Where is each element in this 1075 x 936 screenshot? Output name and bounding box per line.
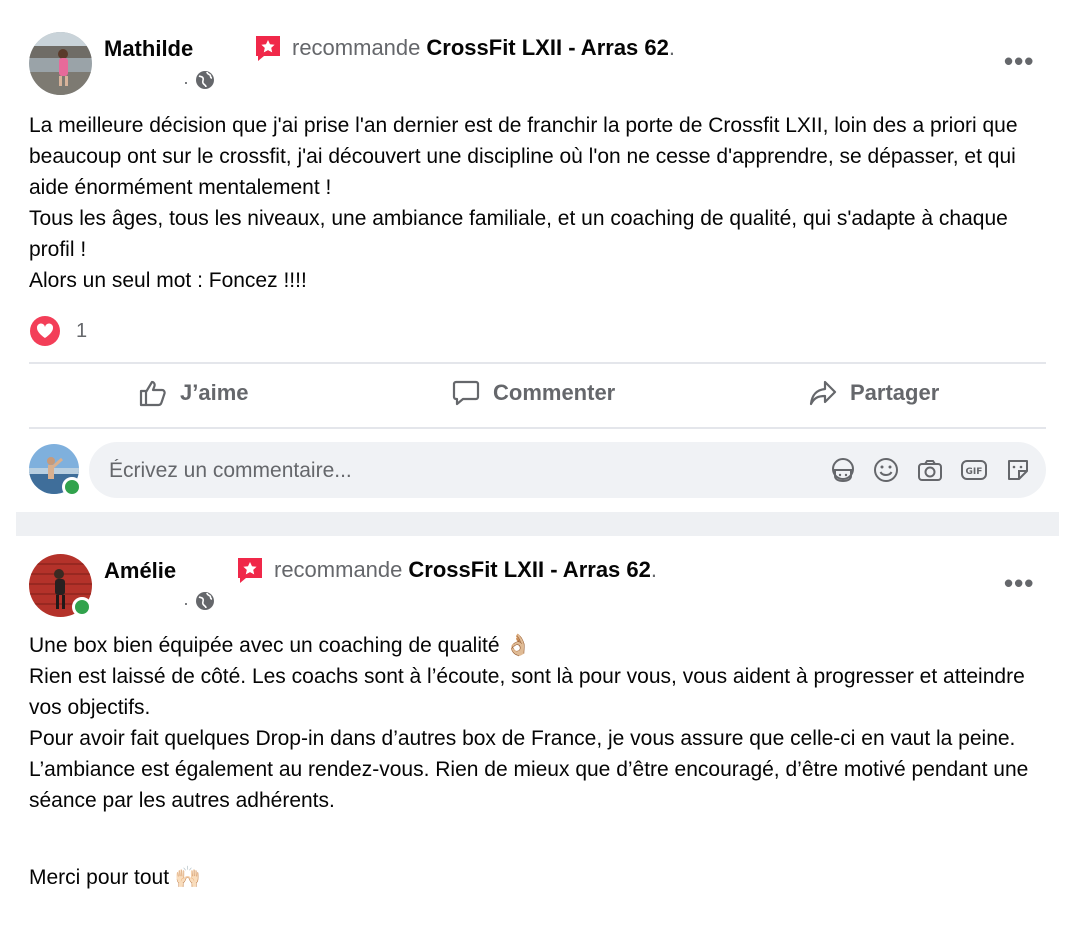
post-meta: [183, 70, 215, 95]
review-closing: Merci pour tout 🙌🏻: [29, 866, 202, 889]
divider: [29, 362, 1046, 364]
meta-dot: ·: [183, 593, 189, 613]
recommends-label: recommande: [292, 35, 421, 60]
love-reaction-icon: [30, 316, 60, 346]
recommendation-line: [254, 34, 675, 62]
thumbs-up-icon: [138, 378, 168, 408]
like-label: J’aime: [180, 380, 249, 405]
like-button[interactable]: [138, 378, 249, 408]
reaction-summary[interactable]: [30, 316, 87, 346]
share-label: Partager: [850, 380, 940, 405]
more-options-button[interactable]: •••: [1004, 46, 1035, 76]
page-name-period: .: [668, 35, 675, 60]
author-name[interactable]: Mathilde: [104, 36, 194, 61]
page-name-link[interactable]: CrossFit LXII - Arras 62: [408, 557, 651, 582]
comment-bubble-icon: [451, 378, 481, 408]
post-meta: [183, 591, 215, 616]
comment-label: Commenter: [493, 380, 616, 405]
comment-input[interactable]: [107, 442, 811, 500]
avatar-sticker-icon[interactable]: [829, 456, 857, 484]
page-name-link[interactable]: CrossFit LXII - Arras 62: [426, 35, 669, 60]
online-status-dot: [72, 597, 92, 617]
share-arrow-icon: [808, 378, 838, 408]
gif-icon[interactable]: [960, 456, 988, 484]
feed-separator: [16, 512, 1059, 536]
author-name[interactable]: Amélie: [104, 558, 177, 583]
camera-icon[interactable]: [916, 456, 944, 484]
review-text: Une box bien équipée avec un coaching de qualité 👌🏼 Rien est laissé de côté. Les coachs sont à l’écoute, sont là pour vous, vous aident à progresser et atteindre vos objectifs. Pour avoir fait quelques Drop-in dans d’autres box de France, je vous assure que celle-ci en vaut la peine. L’ambiance est également au rendez-vous. Rien de mieux que d’être encouragé, d’être motivé pendant une séance par les autres adhérents.: [29, 634, 1029, 812]
page-name-period: .: [650, 557, 657, 582]
share-button[interactable]: [808, 378, 939, 408]
recommendation-flag-icon: [254, 34, 282, 62]
globe-icon[interactable]: [195, 70, 215, 95]
recommendation-flag-icon: [236, 556, 264, 584]
globe-icon[interactable]: [195, 591, 215, 616]
sticker-icon[interactable]: [1004, 456, 1032, 484]
recommendation-line: [236, 556, 657, 584]
meta-dot: ·: [183, 72, 189, 92]
online-status-dot: [62, 477, 82, 497]
review-text: La meilleure décision que j'ai prise l'an dernier est de franchir la porte de Crossfit LXII, loin des a priori que beaucoup ont sur le crossfit, j'ai découvert une discipline où l'on ne cesse d'apprendre, se dépasser, et qui aide énormément mentalement ! Tous les âges, tous les niveaux, une ambiance familiale, et un coaching de qualité, qui s'adapte à chaque profil ! Alors un seul mot : Foncez !!!!: [29, 114, 1018, 292]
emoji-icon[interactable]: [872, 456, 900, 484]
recommends-label: recommande: [274, 557, 403, 582]
comment-composer[interactable]: [89, 442, 1046, 498]
svg-text:GIF: GIF: [965, 467, 983, 477]
review-post-amelie: [0, 536, 1075, 936]
comment-button[interactable]: [451, 378, 615, 408]
reaction-count: 1: [76, 319, 88, 342]
divider: [29, 427, 1046, 429]
author-avatar[interactable]: [29, 32, 92, 95]
more-options-button[interactable]: •••: [1004, 568, 1035, 598]
